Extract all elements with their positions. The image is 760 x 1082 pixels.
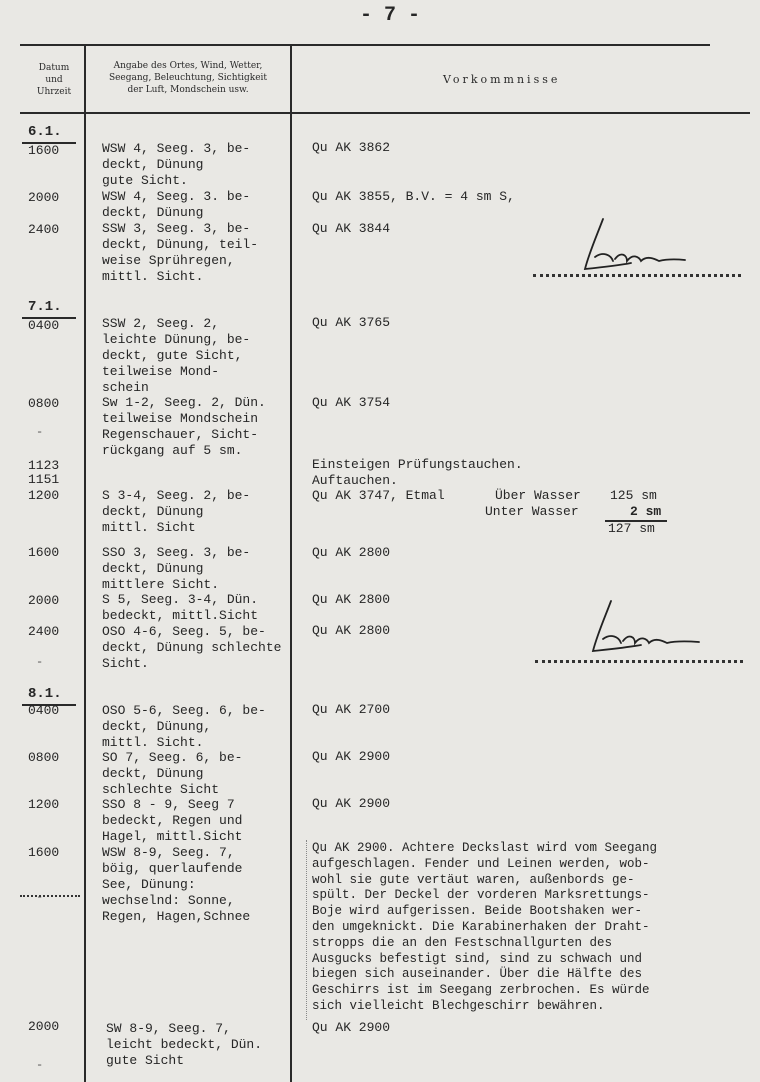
event-entry: Einsteigen Prüfungstauchen. Auftauchen. [312, 457, 523, 488]
time-cell: 2400 [28, 624, 60, 639]
page-number: - 7 - [360, 4, 421, 27]
event-entry: Qu AK 2900 [312, 749, 391, 764]
weather-entry: WSW 4, Seeg. 3, be- deckt, Dünung gute Sicht. [102, 141, 251, 188]
signature-dotted-line [535, 660, 743, 663]
time-cell: 1123 [28, 458, 60, 473]
weather-entry: SW 8-9, Seeg. 7, leicht bedeckt, Dün. gute Sicht [106, 1021, 263, 1068]
time-cell: 1600 [28, 143, 60, 158]
event-entry: Qu AK 2800 [312, 623, 391, 638]
header-date-time: Datum und Uhrzeit [36, 63, 72, 97]
event-entry: Qu AK 3855, B.V. = 4 sm S, [312, 189, 515, 204]
signature-mark [585, 595, 705, 657]
event-entry: Qu AK 2800 [312, 592, 391, 607]
weather-entry: WSW 4, Seeg. 3. be- deckt, Dünung [102, 189, 251, 220]
date-label: 8.1. [28, 686, 62, 702]
weather-entry: SSO 3, Seeg. 3, be- deckt, Dünung mittlere Sicht. [102, 545, 251, 592]
event-entry: Qu AK 2900 [312, 796, 391, 811]
weather-entry: SO 7, Seeg. 6, be- deckt, Dünung schlechte Sicht [102, 750, 243, 797]
weather-entry: S 3-4, Seeg. 2, be- deckt, Dünung mittl. Sicht [102, 488, 251, 535]
time-cell: 0800 [28, 750, 60, 765]
etmal-under-label: Unter Wasser [485, 504, 579, 519]
time-cell: 1151 [28, 472, 60, 487]
margin-mark: - [36, 1058, 44, 1072]
event-entry: Qu AK 3765 [312, 315, 391, 330]
event-entry: Qu AK 3844 [312, 221, 391, 236]
time-cell: 2400 [28, 222, 60, 237]
time-cell: 2000 [28, 190, 60, 205]
column-divider-1 [84, 44, 86, 1082]
time-cell: 2000 [28, 1019, 60, 1034]
weather-entry: OSO 4-6, Seeg. 5, be- deckt, Dünung schlechte Sicht. [102, 624, 282, 671]
column-divider-2 [290, 44, 292, 1082]
time-cell: 0400 [28, 318, 60, 333]
weather-entry: Sw 1-2, Seeg. 2, Dün. teilweise Mondschein Regenschauer, Sicht- rückgang auf 5 sm. [102, 395, 266, 458]
signature-mark [575, 213, 695, 275]
margin-mark: - [36, 890, 44, 904]
time-cell: 0800 [28, 396, 60, 411]
event-entry: Qu AK 3862 [312, 140, 391, 155]
time-cell: 2000 [28, 593, 60, 608]
event-entry: Qu AK 2800 [312, 545, 391, 560]
time-cell: 1600 [28, 845, 60, 860]
weather-entry: SSW 3, Seeg. 3, be- deckt, Dünung, teil- weise Sprühregen, mittl. Sicht. [102, 221, 259, 284]
date-label: 6.1. [28, 124, 62, 140]
weather-entry: OSO 5-6, Seeg. 6, be- deckt, Dünung, mittl. Sicht. [102, 703, 266, 750]
weather-entry: SSW 2, Seeg. 2, leichte Dünung, be- deckt, gute Sicht, teilweise Mond- schein [102, 316, 251, 395]
event-entry: Qu AK 2900 [312, 1020, 391, 1035]
signature-dotted-line [533, 274, 741, 277]
event-entry: Qu AK 3754 [312, 395, 391, 410]
etmal-over-label: Über Wasser [495, 488, 581, 503]
long-entry-margin [306, 840, 307, 1020]
weather-entry: S 5, Seeg. 3-4, Dün. bedeckt, mittl.Sicht [102, 592, 259, 623]
margin-mark: - [36, 655, 44, 669]
time-cell: 1200 [28, 488, 60, 503]
header-top-rule [20, 44, 710, 46]
event-entry: Qu AK 2700 [312, 702, 391, 717]
etmal-over-value: 125 sm [610, 488, 657, 503]
time-cell: 1600 [28, 545, 60, 560]
date-label: 7.1. [28, 299, 62, 315]
etmal-total: 127 sm [608, 521, 655, 536]
time-cell: 0400 [28, 703, 60, 718]
weather-entry: SSO 8 - 9, Seeg 7 bedeckt, Regen und Hagel, mittl.Sicht [102, 797, 243, 844]
event-entry: Qu AK 3747, Etmal [312, 488, 445, 503]
margin-mark: - [36, 425, 44, 439]
header-bottom-rule [20, 112, 750, 114]
header-events: Vorkommnisse [443, 73, 561, 86]
time-cell: 1200 [28, 797, 60, 812]
dotted-margin [20, 895, 80, 897]
etmal-under-value: 2 sm [630, 504, 662, 519]
header-weather: Angabe des Ortes, Wind, Wetter, Seegang, Beleuchtung, Sichtigkeit der Luft, Mondschein usw. [108, 61, 268, 95]
event-entry-long: Qu AK 2900. Achtere Deckslast wird vom Seegang aufgeschlagen. Fender und Leinen werden, wob- wohl sie gute vertäut waren, außenbords ge- spült. Der Deckel der vorderen Marksrettungs- Boje wird aufgerissen. Beide Bootshaken wer- den umgeknickt. Die Karabinerhaken der Draht- stropps die an den Festschnallgurten des Ausgucks befestigt sind, sind zu schwach und biegen sich auseinander. Über die Hälfte des Geschirrs ist im Seegang zerbrochen. Es würde sich vielleicht Blechgeschirr bewähren. [312, 841, 658, 1013]
weather-entry: WSW 8-9, Seeg. 7, böig, querlaufende See, Dünung: wechselnd: Sonne, Regen, Hagen,Schnee [102, 845, 251, 924]
